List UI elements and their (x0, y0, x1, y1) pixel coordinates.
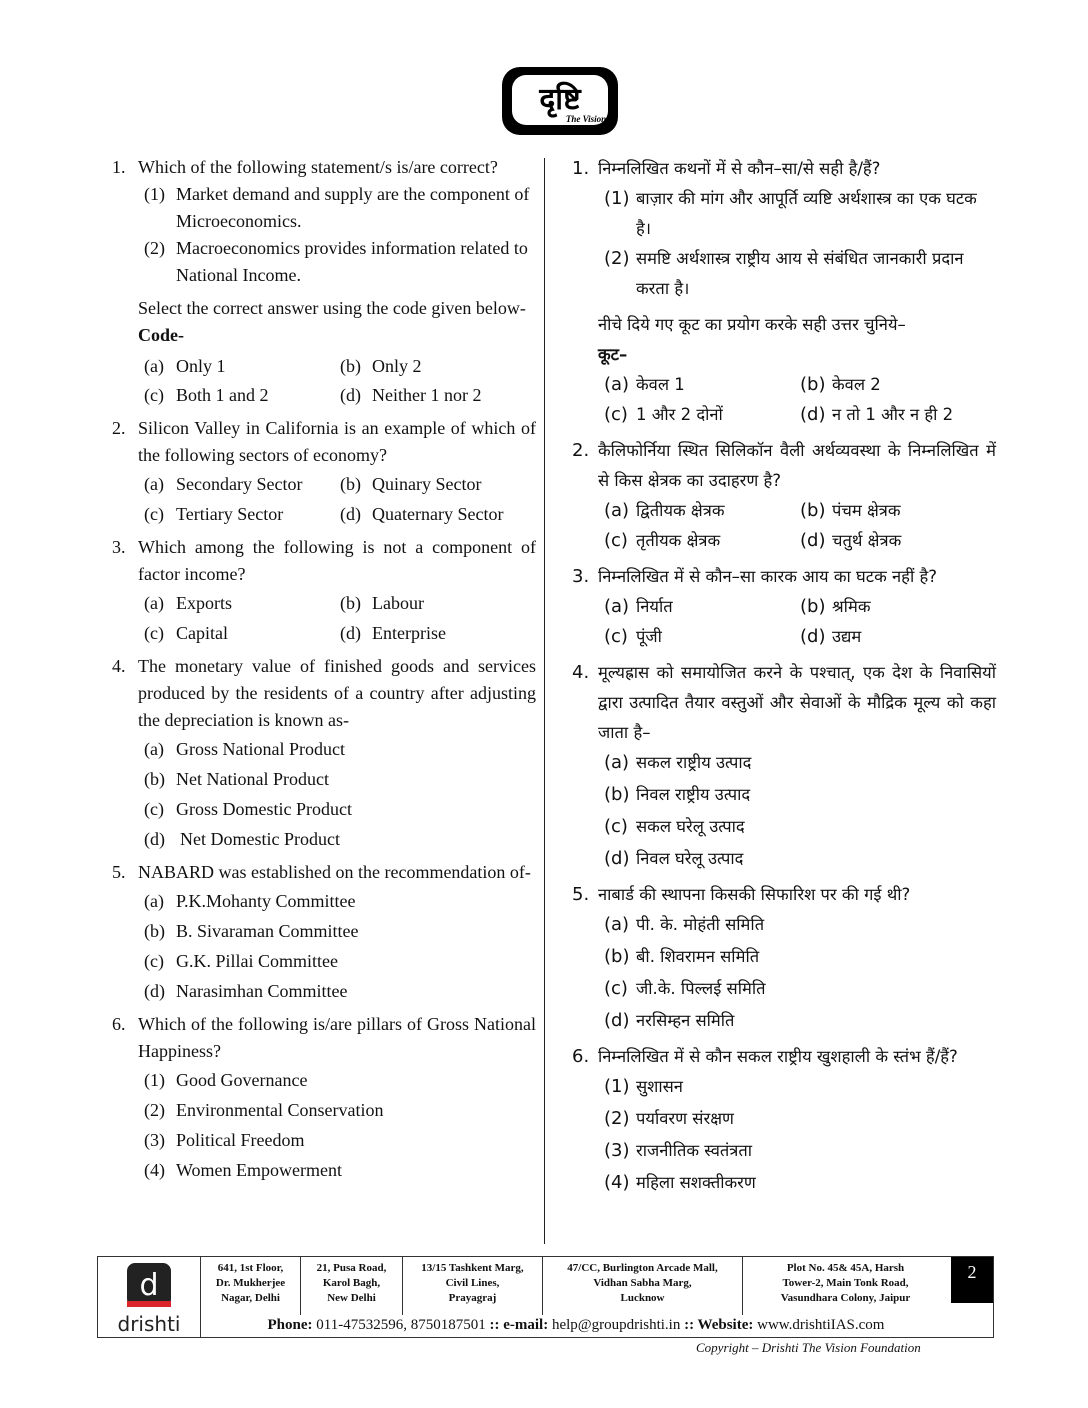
drishti-logo (500, 65, 620, 137)
options (604, 370, 996, 430)
code-label: Code- (138, 325, 184, 345)
option-a: (a) Gross National Product (144, 739, 345, 759)
website-link[interactable]: www.drishtiIAS.com (757, 1317, 885, 1333)
option-a: (a) Exports (144, 593, 232, 613)
options (144, 471, 536, 528)
options (144, 888, 536, 1005)
option-b: (b) Net National Product (144, 769, 329, 789)
question-1-hi: 1. निम्नलिखित कथनों में से कौन–सा/से सही है/हैं? (1) बाज़ार की मांग और आपूर्ति व्यष्टि अर्थशास्त्र का एक घटक है। (2) समष्टि अर्थशास्त्र राष्ट्रीय आय से संबंधित जानकारी प्रदान करता है। नीचे दिये गए कूट का प्रयोग करके सही उत्तर चुनिये– कूट– (a) केवल 1 (b) केवल 2 (c) 1 और 2 दोनों (d) न तो 1 और न ही 2 (572, 154, 996, 430)
statement: (2) पर्यावरण संरक्षण (604, 1108, 734, 1129)
option-b: (b) श्रमिक (800, 596, 871, 617)
statement: (3) Political Freedom (144, 1130, 305, 1150)
option-c: (c) सकल घरेलू उत्पाद (604, 816, 745, 837)
option-a: (a) द्वितीयक क्षेत्रक (604, 500, 725, 521)
question-4-en: 4. The monetary value of finished goods and services produced by the residents of a country after adjusting the depreciation is known as- (a) Gross National Product (b) Net National Product (c) Gross Domestic Product (d) Net Domestic Product (112, 653, 536, 853)
address-row (201, 1257, 948, 1315)
option-c: (c) Both 1 and 2 (144, 385, 269, 405)
option-a: (a) Secondary Sector (144, 474, 303, 494)
column-divider (544, 158, 545, 1244)
question-6-hi: 6. निम्नलिखित में से कौन सकल राष्ट्रीय खुशहाली के स्तंभ हैं/हैं? (1) सुशासन (2) पर्यावरण संरक्षण (3) राजनीतिक स्वतंत्रता (4) महिला सशक्तीकरण (572, 1042, 996, 1198)
option-d: (d) Narasimhan Committee (144, 981, 348, 1001)
logo-wordmark: drishti (117, 1312, 181, 1336)
option-c: (c) तृतीयक क्षेत्रक (604, 530, 721, 551)
statements (604, 1072, 996, 1198)
english-column (112, 154, 536, 1190)
option-d: (d) Quaternary Sector (340, 504, 504, 524)
logo-subtext: The Vision (565, 114, 607, 124)
option-a: (a) पी. के. मोहंती समिति (604, 914, 765, 935)
address-prayagraj: 13/15 Tashkent Marg, Civil Lines, Prayagraj (403, 1257, 543, 1315)
option-b: (b) Labour (340, 593, 424, 613)
statement: (2) समष्टि अर्थशास्त्र राष्ट्रीय आय से संबंधित जानकारी प्रदान करता है। (604, 248, 964, 298)
statement: (2) Environmental Conservation (144, 1100, 384, 1120)
option-c: (c) Tertiary Sector (144, 504, 284, 524)
option-a: (a) P.K.Mohanty Committee (144, 891, 356, 911)
copyright: Copyright – Drishti The Vision Foundation (696, 1340, 921, 1355)
option-d: (d) Enterprise (340, 623, 446, 643)
question-3-en: 3. Which among the following is not a component of factor income? (a) Exports (b) Labour (c) Capital (d) Enterprise (112, 534, 536, 647)
hindi-column (572, 154, 996, 1204)
question-text: Which of the following statement/s is/are correct? (138, 157, 498, 177)
options (604, 748, 996, 874)
options (144, 736, 536, 853)
option-c: (c) G.K. Pillai Committee (144, 951, 338, 971)
option-b: (b) Only 2 (340, 356, 422, 376)
address-jaipur: Plot No. 45& 45A, Harsh Tower-2, Main Tonk Road, Vasundhara Colony, Jaipur (780, 1262, 911, 1304)
options (604, 496, 996, 556)
statement: (2) Macroeconomics provides information related to National Income. (144, 238, 528, 285)
option-b: (b) Quinary Sector (340, 474, 482, 494)
option-c: (c) जी.के. पिल्लई समिति (604, 978, 766, 999)
option-d: (d) नरसिम्हन समिति (604, 1010, 735, 1031)
option-d: (d) न तो 1 और न ही 2 (800, 404, 954, 425)
option-a: (a) केवल 1 (604, 374, 685, 395)
question-2-en: 2. Silicon Valley in California is an example of which of the following sectors of economy? (a) Secondary Sector (b) Quinary Sector (c) Tertiary Sector (d) Quaternary Sector (112, 415, 536, 528)
question-4-hi: 4. मूल्यह्रास को समायोजित करने के पश्चात्, एक देश के निवासियों द्वारा उत्पादित तैयार वस्तुओं और सेवाओं के मौद्रिक मूल्य को कहा जाता है– (a) सकल राष्ट्रीय उत्पाद (b) निवल राष्ट्रीय उत्पाद (c) सकल घरेलू उत्पाद (d) निवल घरेलू उत्पाद (572, 658, 996, 874)
option-a: (a) निर्यात (604, 596, 673, 617)
code-label: कूट– (598, 345, 628, 364)
statement: (3) राजनीतिक स्वतंत्रता (604, 1140, 753, 1161)
instruction-text: नीचे दिये गए कूट का प्रयोग करके सही उत्तर चुनिये– (598, 315, 906, 334)
statement: (1) बाज़ार की मांग और आपूर्ति व्यष्टि अर्थशास्त्र का एक घटक है। (604, 188, 977, 238)
options (144, 353, 536, 409)
options (144, 590, 536, 647)
instruction-text: Select the correct answer using the code given below- (138, 298, 526, 318)
contact-line: Phone: 011-47532596, 8750187501 :: e-mail: help@groupdrishti.in :: Website: www.drishtiIAS.com (267, 1317, 885, 1333)
option-c: (c) Capital (144, 623, 228, 643)
email-link[interactable]: help@groupdrishti.in (551, 1317, 681, 1333)
option-b: (b) बी. शिवरामन समिति (604, 946, 760, 967)
statement: (4) Women Empowerment (144, 1160, 343, 1180)
option-b: (b) B. Sivaraman Committee (144, 921, 359, 941)
question-6-en: 6. Which of the following is/are pillars of Gross National Happiness? (1) Good Governance (2) Environmental Conservation (3) Political Freedom (4) Women Empowerment (112, 1011, 536, 1184)
question-3-hi: 3. निम्नलिखित में से कौन–सा कारक आय का घटक नहीं है? (a) निर्यात (b) श्रमिक (c) पूंजी (d) उद्यम (572, 562, 996, 652)
question-5-en: 5. NABARD was established on the recommendation of- (a) P.K.Mohanty Committee (b) B. Sivaraman Committee (c) G.K. Pillai Committee (d) Narasimhan Committee (112, 859, 536, 1005)
option-b: (b) केवल 2 (800, 374, 881, 395)
statement: (1) Market demand and supply are the component of Microeconomics. (144, 184, 530, 231)
question-5-hi: 5. नाबार्ड की स्थापना किसकी सिफारिश पर की गई थी? (a) पी. के. मोहंती समिति (b) बी. शिवरामन समिति (c) जी.के. पिल्लई समिति (d) नरसिम्हन समिति (572, 880, 996, 1036)
option-d: (d) Net Domestic Product (144, 829, 340, 849)
option-c: (c) पूंजी (604, 626, 662, 647)
statement: (4) महिला सशक्तीकरण (604, 1172, 756, 1193)
options (604, 910, 996, 1036)
option-c: (c) Gross Domestic Product (144, 799, 352, 819)
page-number: 2 (951, 1257, 993, 1303)
address-delhi-mukherjee: 641, 1st Floor, Dr. Mukherjee Nagar, Delhi (201, 1257, 301, 1315)
option-d: (d) चतुर्थ क्षेत्रक (800, 530, 902, 551)
address-lucknow: 47/CC, Burlington Arcade Mall, Vidhan Sabha Marg, Lucknow (543, 1257, 743, 1315)
footer-logo (98, 1257, 201, 1337)
footer (97, 1256, 994, 1338)
logo-text: दृष्टि (539, 82, 581, 117)
option-d: (d) निवल घरेलू उत्पाद (604, 848, 744, 869)
option-b: (b) निवल राष्ट्रीय उत्पाद (604, 784, 751, 805)
statement: (1) Good Governance (144, 1070, 308, 1090)
option-a: (a) सकल राष्ट्रीय उत्पाद (604, 752, 752, 773)
statement: (1) सुशासन (604, 1076, 683, 1097)
option-b: (b) पंचम क्षेत्रक (800, 500, 901, 521)
option-d: (d) Neither 1 nor 2 (340, 385, 482, 405)
question-1-en (112, 154, 536, 409)
option-c: (c) 1 और 2 दोनों (604, 404, 723, 425)
logo-letter: d (139, 1268, 159, 1303)
option-a: (a) Only 1 (144, 356, 226, 376)
statements (144, 1067, 536, 1184)
address-delhi-karolbagh: 21, Pusa Road, Karol Bagh, New Delhi (301, 1257, 403, 1315)
options (604, 592, 996, 652)
question-2-hi: 2. कैलिफोर्निया स्थित सिलिकॉन वैली अर्थव्यवस्था के निम्नलिखित में से किस क्षेत्रक का उदाहरण है? (a) द्वितीयक क्षेत्रक (b) पंचम क्षेत्रक (c) तृतीयक क्षेत्रक (d) चतुर्थ क्षेत्रक (572, 436, 996, 556)
question-number: 1. (112, 157, 126, 177)
option-d: (d) उद्यम (800, 626, 862, 647)
